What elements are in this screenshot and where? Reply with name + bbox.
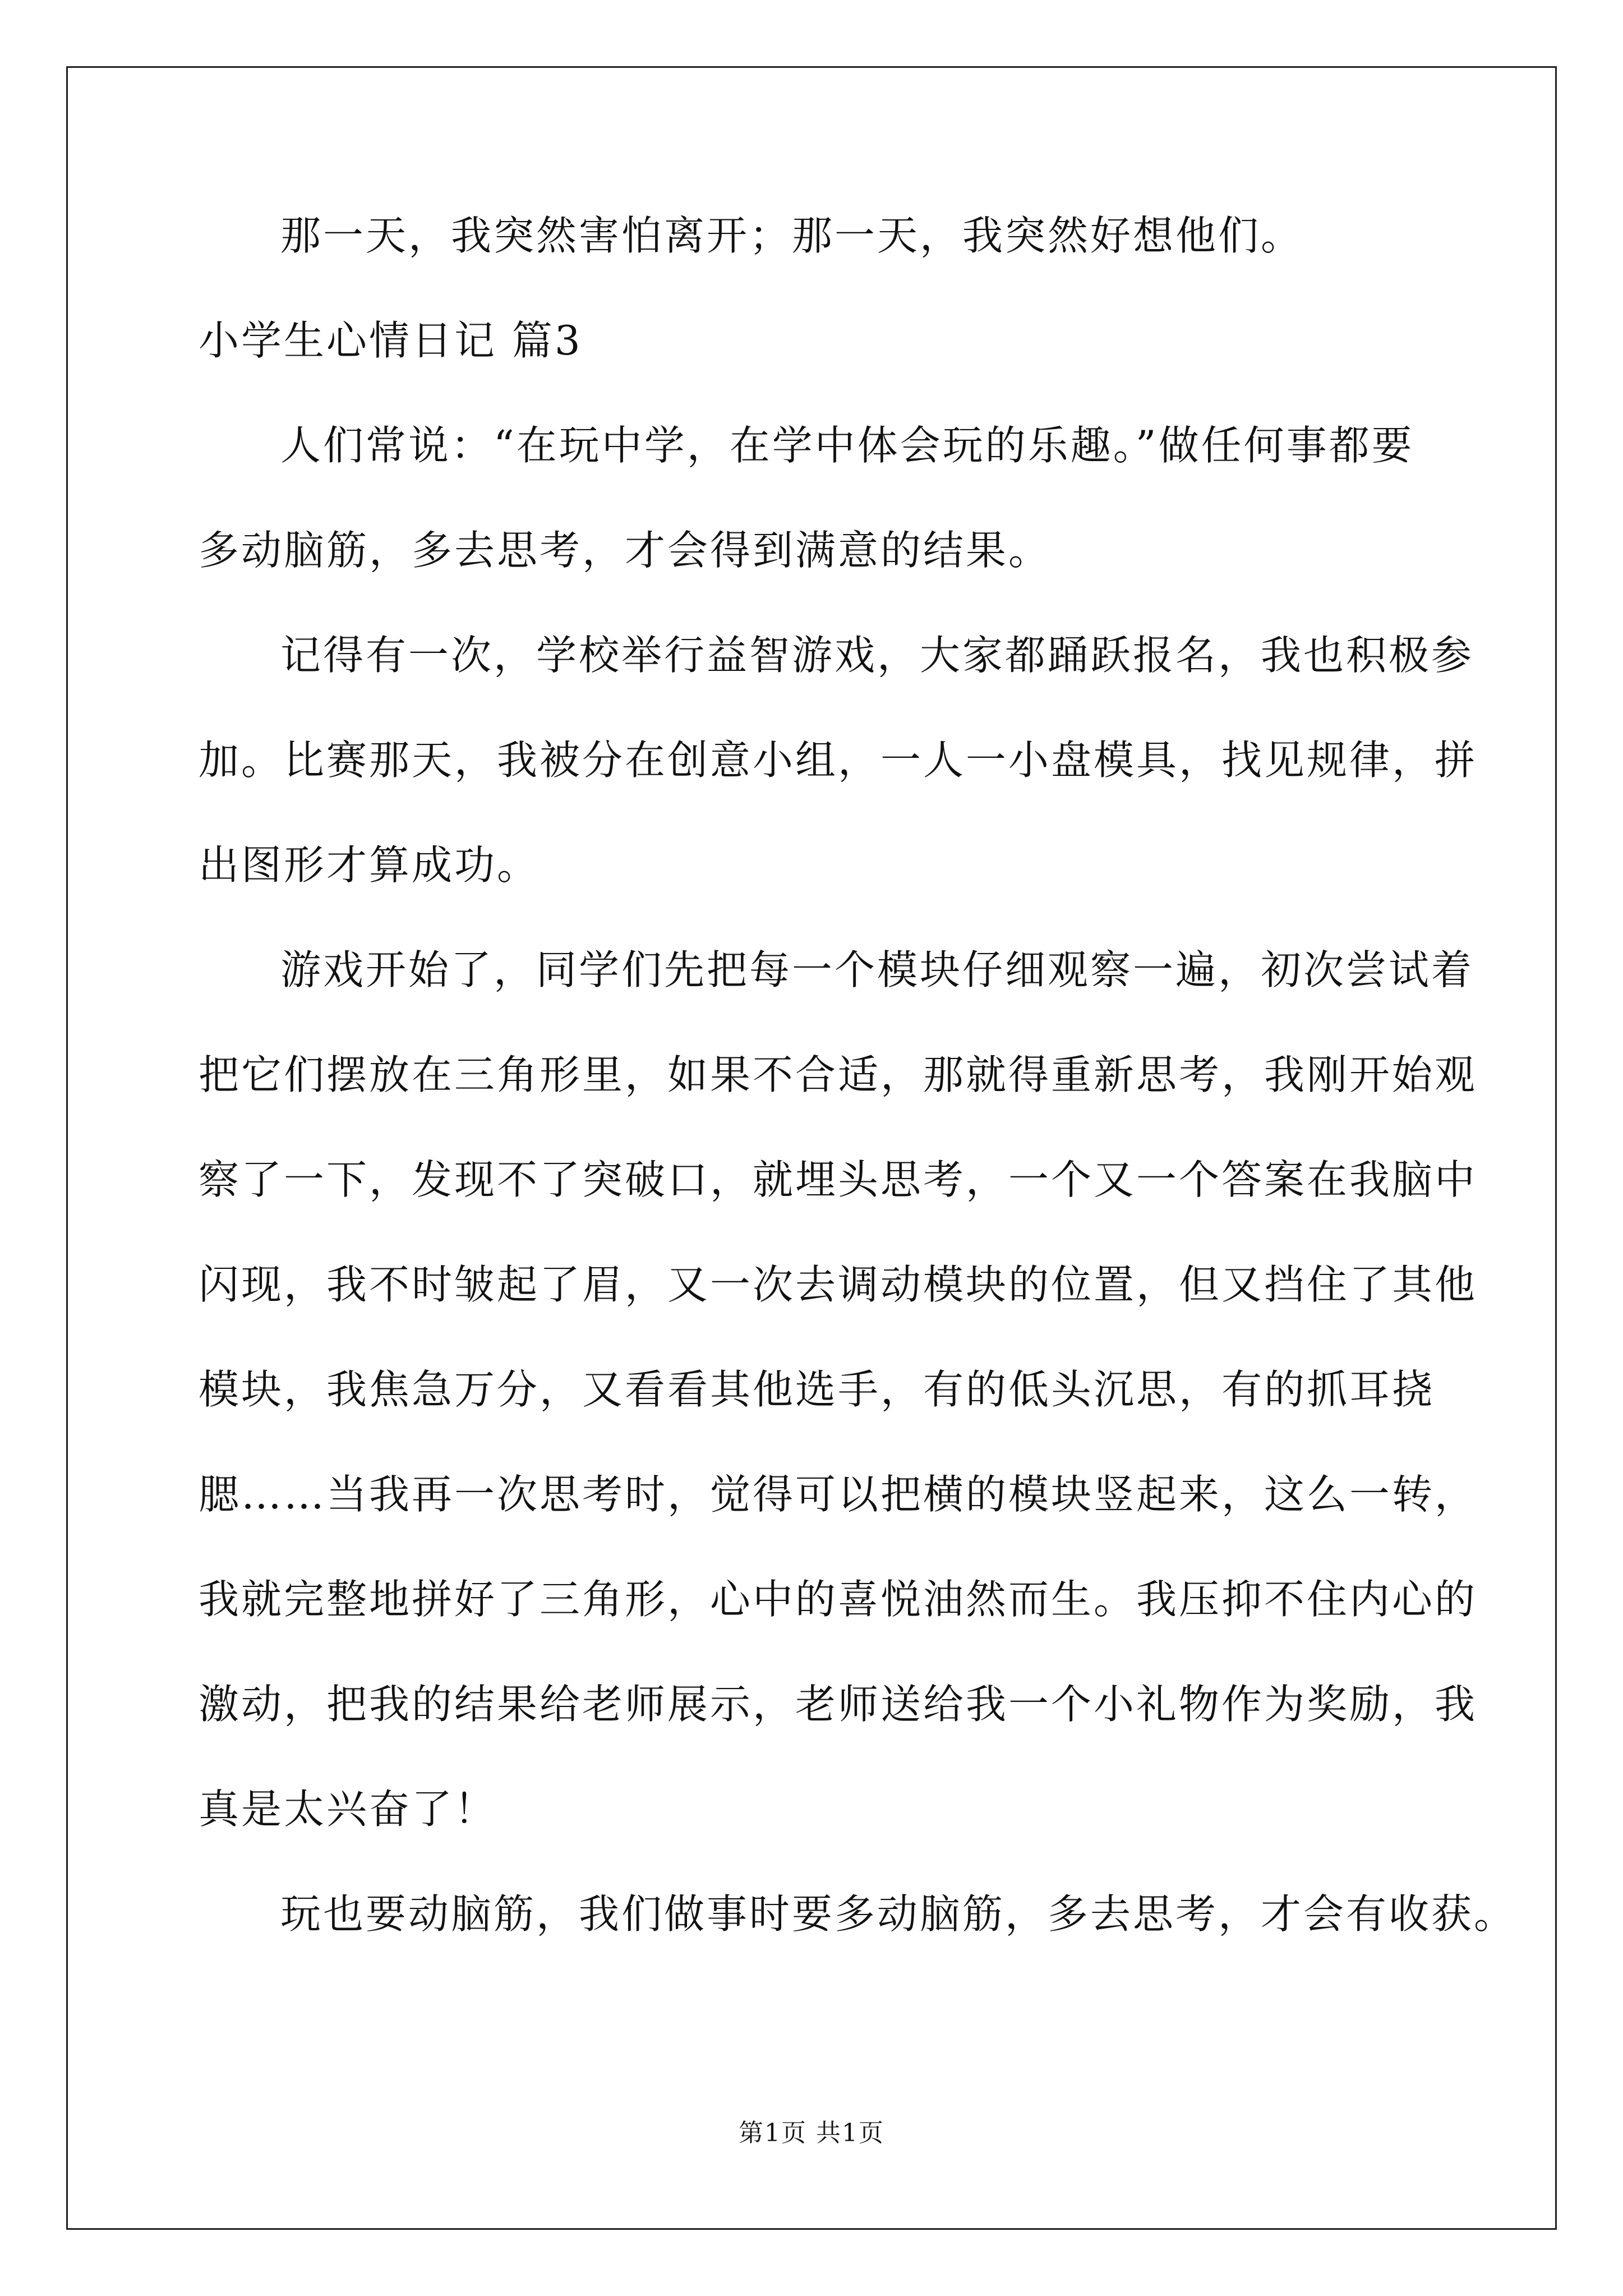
paragraph-line: 我就完整地拼好了三角形，心中的喜悦油然而生。我压抑不住内心的 — [199, 1576, 1478, 1623]
paragraph-line: 真是太兴奋了！ — [199, 1786, 497, 1833]
page-number-footer: 第1页 共1页 — [739, 2119, 884, 2147]
paragraph-line: 玩也要动脑筋，我们做事时要多动脑筋，多去思考，才会有收获。 — [280, 1890, 1517, 1938]
paragraph-line: 加。比赛那天，我被分在创意小组，一人一小盘模具，找见规律，拼 — [199, 737, 1478, 784]
paragraph-line: 出图形才算成功。 — [199, 841, 540, 889]
paragraph-line: 腮……当我再一次思考时，觉得可以把横的模块竖起来，这么一转， — [199, 1471, 1478, 1518]
paragraph-line: 记得有一次，学校举行益智游戏，大家都踊跃报名，我也积极参 — [280, 632, 1474, 679]
paragraph-line: 多动脑筋，多去思考，才会得到满意的结果。 — [199, 527, 1052, 574]
paragraph-line: 游戏开始了，同学们先把每一个模块仔细观察一遍，初次尝试着 — [280, 946, 1474, 993]
paragraph-line: 闪现，我不时皱起了眉，又一次去调动模块的位置，但又挡住了其他 — [199, 1261, 1478, 1308]
section-heading: 小学生心情日记 篇3 — [199, 317, 583, 364]
paragraph-line: 察了一下，发现不了突破口，就埋头思考，一个又一个答案在我脑中 — [199, 1156, 1478, 1203]
paragraph-line: 把它们摆放在三角形里，如果不合适，那就得重新思考，我刚开始观 — [199, 1051, 1478, 1098]
paragraph-line: 激动，把我的结果给老师展示，老师送给我一个小礼物作为奖励，我 — [199, 1681, 1478, 1728]
paragraph-line: 模块，我焦急万分，又看看其他选手，有的低头沉思，有的抓耳挠 — [199, 1366, 1435, 1413]
paragraph-line: 那一天，我突然害怕离开；那一天，我突然好想他们。 — [280, 212, 1304, 259]
paragraph-line: 人们常说：“在玩中学，在学中体会玩的乐趣。”做任何事都要 — [280, 422, 1414, 469]
